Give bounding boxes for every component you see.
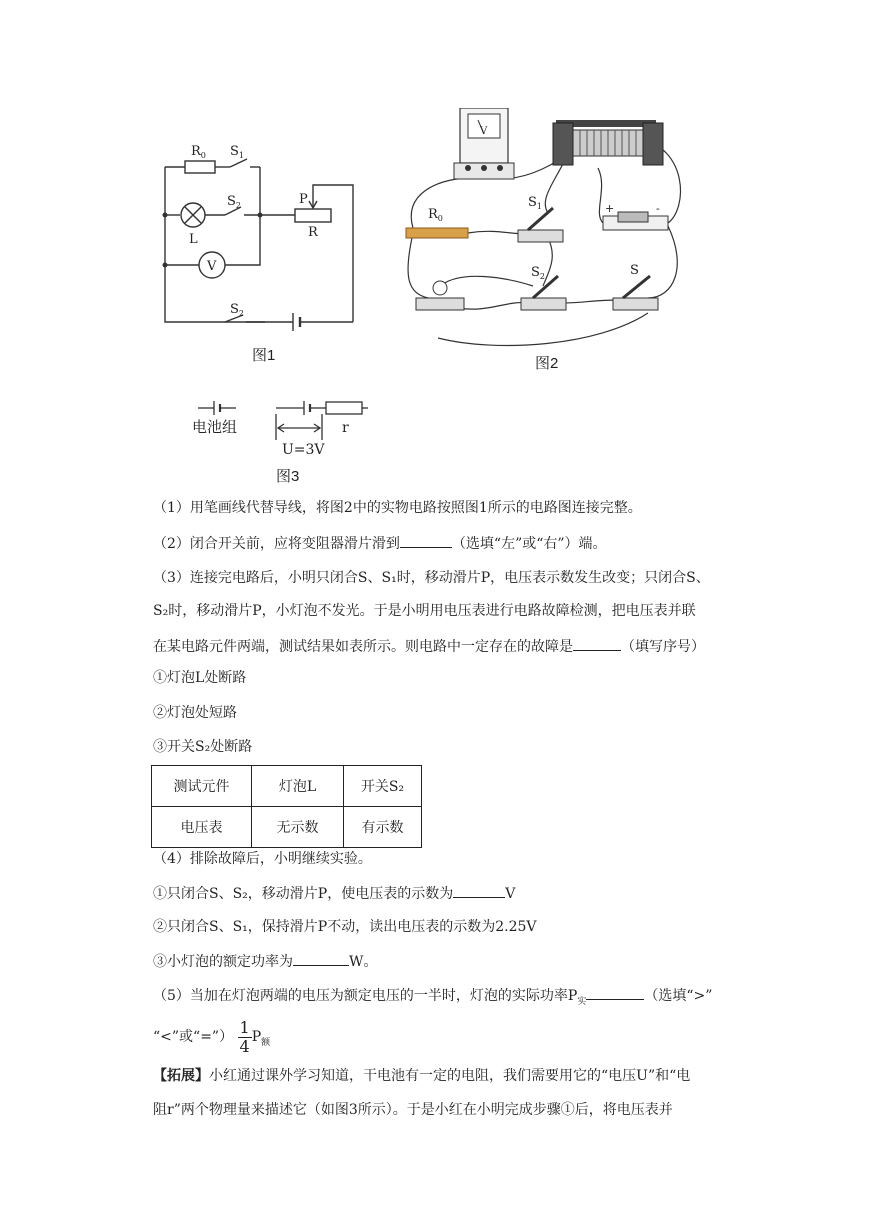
q2-answer-blank[interactable]	[400, 533, 452, 548]
fig2-r0-label: $R_0$	[428, 207, 443, 223]
q4-step3-before: ③小灯泡的额定功率为	[153, 954, 293, 970]
q3-option-3: ③开关S₂处断路	[153, 739, 253, 755]
q5-answer-blank[interactable]	[586, 985, 644, 1000]
q4-step1-before: ①只闭合S、S₂，移动滑片P，使电压表的示数为	[153, 886, 454, 902]
table-cell: 开关S₂	[344, 766, 422, 807]
table-row	[152, 807, 422, 848]
q3-option-2: ②灯泡处短路	[153, 705, 237, 721]
question-1: （1）用笔画线代替导线，将图2中的实物电路按照图1所示的电路图连接完整。	[153, 500, 642, 516]
q5-p-subscript: 实	[577, 996, 587, 1007]
fig2-minus-label: -	[656, 202, 660, 215]
question-3-line-1: （3）连接完电路后，小明只闭合S、S₁时，移动滑片P，电压表示数发生改变；只闭合S、	[153, 570, 710, 586]
fig1-s2-label: $S_2$	[227, 194, 241, 210]
question-5-line-2	[153, 1018, 270, 1062]
extension-line-2: 阻r”两个物理量来描述它（如图3所示）。于是小红在小明完成步骤①后，将电压表并	[153, 1102, 673, 1118]
figure-3-battery-model	[190, 396, 380, 464]
q3-option-1: ①灯泡L处断路	[153, 670, 247, 686]
figure-3-caption: 图3	[276, 468, 300, 485]
q5-fraction-numerator: 1	[239, 1017, 250, 1037]
fig1-r0-label: $R_0$	[191, 144, 206, 160]
q3-text-after: （填写序号）	[621, 639, 705, 655]
fig1-s2b-label: $S_2$	[230, 302, 244, 318]
q5-fraction	[238, 1019, 252, 1056]
q3-text-before: 在某电路元件两端，测试结果如表所示。则电路中一定存在的故障是	[153, 639, 573, 655]
q5-text-before: （5）当加在灯泡两端的电压为额定电压的一半时，灯泡的实际功率P	[153, 988, 578, 1004]
q5-choices: “<”或“=”）	[153, 1029, 234, 1045]
question-5-line-1	[153, 985, 712, 1012]
extension-line-1	[153, 1066, 690, 1086]
fig1-v-label: V	[207, 259, 217, 274]
figure-1-caption: 图1	[252, 347, 276, 364]
q4-step-1	[153, 883, 515, 904]
fig2-s2-label: $S_2$	[531, 265, 545, 281]
q2-text-before: （2）闭合开关前，应将变阻器滑片滑到	[153, 536, 400, 552]
table-cell: 有示数	[344, 807, 422, 848]
q4-voltage-blank[interactable]	[453, 883, 505, 898]
fig3-r-label: r	[342, 420, 349, 436]
fig1-s1-label: $S_1$	[230, 144, 244, 160]
fig1-l-label: L	[189, 232, 198, 247]
question-3-line-2: S₂时，移动滑片P，小灯泡不发光。于是小明用电压表进行电路故障检测，把电压表并联	[153, 603, 696, 619]
question-3-line-3	[153, 636, 705, 657]
q4-step-3	[153, 951, 377, 972]
fig1-p-label: P	[299, 192, 308, 207]
extension-text-1: 小红通过课外学习知道，干电池有一定的电阻，我们需要用它的“电压U”和“电	[209, 1068, 691, 1084]
fig2-plus-label: +	[605, 202, 615, 215]
fig3-u-label: U=3V	[282, 442, 325, 458]
fig2-rheostat	[553, 120, 663, 165]
fig2-switch-s2	[521, 298, 566, 310]
table-cell: 灯泡L	[252, 766, 344, 807]
table-cell: 无示数	[252, 807, 344, 848]
figure-1-circuit-diagram	[155, 135, 370, 335]
q4-step-2: ②只闭合S、S₁，保持滑片P不动，读出电压表的示数为2.25V	[153, 919, 537, 935]
figure-2-physical-circuit	[398, 108, 698, 348]
fig2-lamp-base	[416, 298, 464, 310]
fig1-r-label: R	[308, 225, 318, 240]
fig2-switch-s1	[518, 230, 563, 242]
question-2	[153, 533, 607, 554]
table-cell: 电压表	[152, 807, 252, 848]
fig2-s1-label: $S_1$	[528, 195, 542, 211]
test-result-table	[151, 765, 422, 848]
q5-rated-subscript: 额	[261, 1037, 271, 1048]
fig2-switch-s	[613, 298, 658, 310]
fig2-r0-resistor	[406, 228, 468, 238]
q5-p-label: P	[251, 1029, 262, 1045]
q2-text-after: （选填“左”或“右”）端。	[451, 536, 607, 552]
fig2-voltmeter	[454, 108, 514, 179]
table-cell: 测试元件	[152, 766, 252, 807]
question-4-intro: （4）排除故障后，小明继续实验。	[153, 851, 372, 867]
q4-power-blank[interactable]	[293, 951, 349, 966]
extension-tag: 【拓展】	[153, 1068, 209, 1084]
fig2-v-label: V	[480, 126, 488, 137]
q4-step3-after: W。	[349, 954, 378, 970]
q4-step1-after: V	[505, 886, 516, 902]
figure-2-caption: 图2	[535, 355, 559, 372]
fig3-battery-label: 电池组	[192, 418, 238, 436]
fig2-s-label: S	[630, 263, 639, 278]
q5-fraction-denominator: 4	[239, 1036, 250, 1056]
q5-text-after: （选填“>”	[644, 988, 713, 1004]
table-row	[152, 766, 422, 807]
q3-answer-blank[interactable]	[573, 636, 621, 651]
